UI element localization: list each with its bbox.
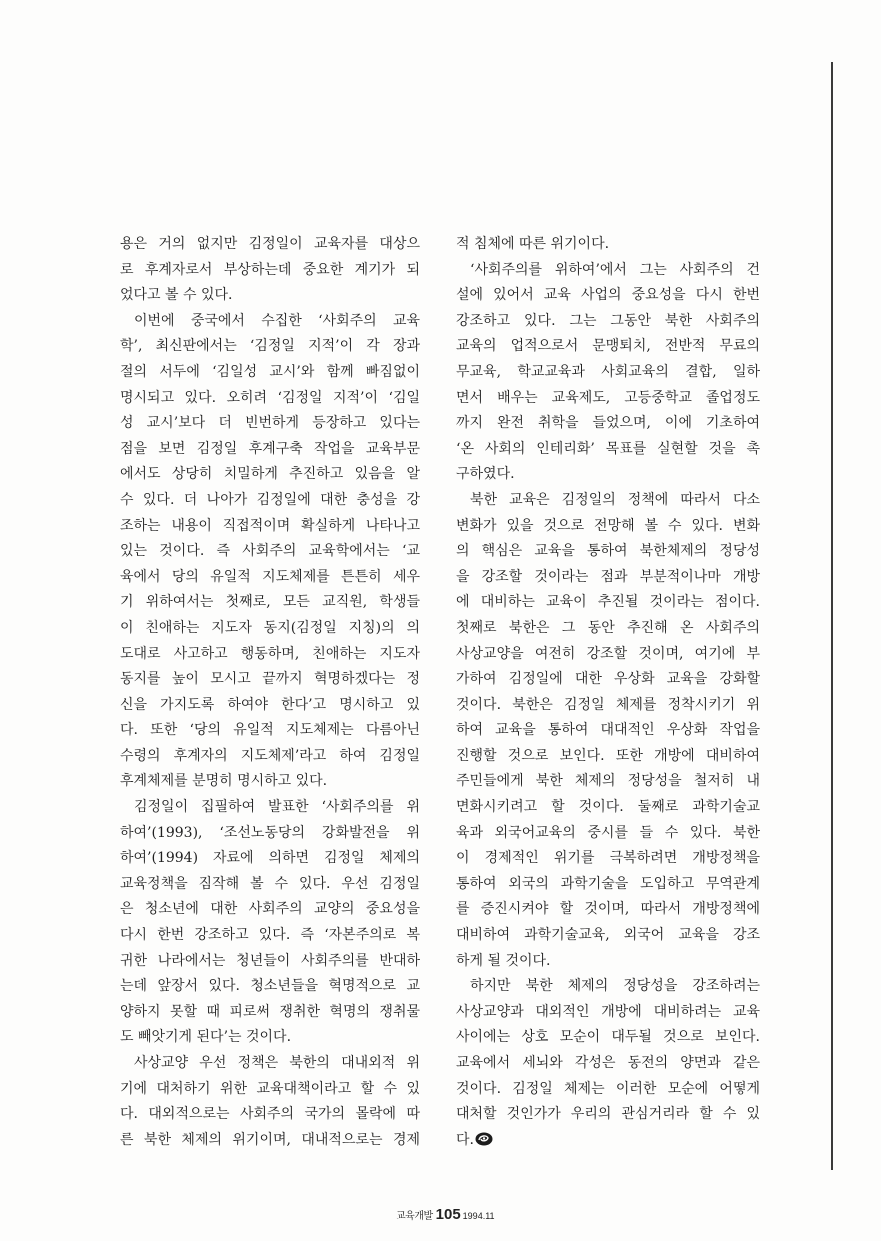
- line-text: 에서도 상당히 치밀하게 추진하고 있음을 알: [120, 466, 420, 483]
- line-text: 교육의 업적으로서 문맹퇴치, 전반적 무료의: [456, 338, 760, 355]
- text-line: [456, 1051, 760, 1077]
- text-line: [456, 232, 760, 258]
- text-line: [456, 590, 760, 616]
- text-line: [120, 1128, 420, 1154]
- end-mark-icon: [475, 1132, 493, 1146]
- text-line: [120, 821, 420, 847]
- line-text: 구하였다.: [456, 466, 515, 483]
- paragraph: [120, 309, 420, 795]
- line-text: 하게 될 것이다.: [456, 952, 551, 969]
- text-line: [120, 616, 420, 642]
- line-text: 신을 가지도록 하여야 한다’고 명시하고 있: [120, 696, 420, 713]
- text-line: [120, 718, 420, 744]
- text-line: [456, 1128, 760, 1154]
- text-line: [120, 974, 420, 1000]
- line-text: 의 핵심은 교육을 통하여 북한체제의 정당성: [456, 543, 760, 560]
- text-line: [120, 744, 420, 770]
- line-text: 조하는 내용이 직접적이며 확실하게 나타나고: [120, 517, 420, 534]
- text-line: [456, 360, 760, 386]
- text-line: [456, 411, 760, 437]
- text-line: [120, 334, 420, 360]
- text-line: [120, 897, 420, 923]
- line-text: 하여’(1993), ‘조선노동당의 강화발전을 위: [120, 824, 420, 841]
- line-text: 가하여 김정일에 대한 우상화 교육을 강화할: [456, 671, 760, 688]
- line-text: 주민들에게 북한 체제의 정당성을 철저히 내: [456, 773, 760, 790]
- line-text: 것이다. 김정일 체제는 이러한 모순에 어떻게: [456, 1080, 760, 1097]
- text-line: [456, 539, 760, 565]
- text-line: [120, 1102, 420, 1128]
- line-text: 이 친애하는 지도자 동지(김정일 지칭)의 의: [120, 619, 420, 636]
- text-line: [456, 616, 760, 642]
- line-text: 육에서 당의 유일적 지도체제를 튼튼히 세우: [120, 568, 420, 585]
- line-text: 진행할 것으로 보인다. 또한 개방에 대비하여: [456, 747, 760, 764]
- text-line: [120, 462, 420, 488]
- text-line: [120, 1025, 420, 1051]
- line-text: 대처할 것인가가 우리의 관심거리라 할 수 있: [456, 1106, 760, 1123]
- text-line: [456, 309, 760, 335]
- line-text: 양하지 못할 때 피로써 쟁취한 혁명의 쟁취물: [120, 1003, 420, 1020]
- text-line: [120, 565, 420, 591]
- line-text: 동지를 높이 모시고 끝까지 혁명하겠다는 정: [120, 671, 420, 688]
- text-line: [456, 437, 760, 463]
- paragraph: [120, 1051, 420, 1153]
- line-text: 귀한 나라에서는 청년들이 사회주의를 반대하: [120, 952, 420, 969]
- text-line: [456, 923, 760, 949]
- text-line: [456, 514, 760, 540]
- line-text: 하지만 북한 체제의 정당성을 강조하려는: [470, 978, 760, 995]
- paragraph: [456, 488, 760, 974]
- left-column: [120, 232, 420, 1153]
- line-text: 다. 대외적으로는 사회주의 국가의 몰락에 따: [120, 1106, 420, 1123]
- line-text: ‘사회주의를 위하여’에서 그는 사회주의 건: [470, 261, 760, 278]
- text-line: [120, 795, 420, 821]
- line-text: 성 교시’보다 더 빈번하게 등장하고 있다는: [120, 415, 420, 432]
- line-text: 강조하고 있다. 그는 그동안 북한 사회주의: [456, 312, 760, 329]
- line-text: 첫째로 북한은 그 동안 추진해 온 사회주의: [456, 619, 760, 636]
- line-text: 다.: [456, 1131, 474, 1148]
- line-text: 교육에서 세뇌와 각성은 동전의 양면과 같은: [456, 1055, 760, 1071]
- line-text: 이 경제적인 위기를 극복하려면 개방정책을: [456, 850, 760, 867]
- text-line: [120, 872, 420, 898]
- line-text: 사상교양 우선 정책은 북한의 대내외적 위: [134, 1055, 420, 1071]
- text-line: [120, 386, 420, 412]
- text-line: [456, 821, 760, 847]
- line-text: 다시 한번 강조하고 있다. 즉 ‘자본주의로 복: [120, 927, 420, 944]
- line-text: 사상교양을 여전히 강조할 것이며, 여기에 부: [456, 645, 760, 662]
- paragraph: [456, 232, 760, 258]
- text-line: [456, 642, 760, 668]
- line-text: 육과 외국어교육의 중시를 들 수 있다. 북한: [456, 824, 760, 841]
- margin-rule: [831, 62, 833, 1170]
- text-line: [456, 872, 760, 898]
- text-line: [120, 539, 420, 565]
- line-text: 을 강조할 것이라는 점과 부분적이나마 개방: [456, 568, 760, 585]
- text-line: [120, 488, 420, 514]
- line-text: 었다고 볼 수 있다.: [120, 287, 233, 304]
- line-text: 에 대비하는 교육이 추진될 것이라는 점이다.: [456, 594, 760, 611]
- line-text: 김정일이 집필하여 발표한 ‘사회주의를 위: [134, 799, 420, 816]
- text-line: [456, 897, 760, 923]
- line-text: 수령의 후계자의 지도체제’라고 하여 김정일: [120, 747, 420, 764]
- text-line: [120, 846, 420, 872]
- text-line: [120, 258, 420, 284]
- line-text: 로 후계자로서 부상하는데 중요한 계기가 되: [120, 261, 420, 278]
- text-line: [456, 258, 760, 284]
- text-line: [456, 1102, 760, 1128]
- line-text: 용은 거의 없지만 김정일이 교육자를 대상으: [120, 236, 420, 252]
- line-text: 면서 배우는 교육제도, 고등중학교 졸업정도: [456, 389, 760, 406]
- line-text: 점을 보면 김정일 후계구축 작업을 교육부문: [120, 440, 420, 457]
- text-line: [120, 769, 420, 795]
- line-text: 교육정책을 짐작해 볼 수 있다. 우선 김정일: [120, 875, 420, 892]
- line-text: 후계체제를 분명히 명시하고 있다.: [120, 773, 328, 790]
- line-text: 기에 대처하기 위한 교육대책이라고 할 수 있: [120, 1080, 420, 1097]
- line-text: 사상교양과 대외적인 개방에 대비하려는 교육: [456, 1003, 760, 1020]
- line-text: 하여 교육을 통하여 대대적인 우상화 작업을: [456, 722, 760, 739]
- line-text: 도대로 사고하고 행동하며, 친애하는 지도자: [120, 645, 420, 662]
- text-line: [120, 283, 420, 309]
- text-line: [120, 437, 420, 463]
- line-text: 다. 또한 ‘당의 유일적 지도체제는 다름아닌: [120, 722, 420, 739]
- line-text: 무교육, 학교교육과 사회교육의 결합, 일하: [456, 363, 760, 380]
- magazine-name: 교육개발: [396, 1211, 433, 1222]
- paragraph: [456, 974, 760, 1153]
- line-text: 하여’(1994) 자료에 의하면 김정일 체제의: [120, 850, 420, 867]
- line-text: ‘온 사회의 인테리화’ 목표를 실현할 것을 촉: [456, 440, 760, 457]
- text-line: [456, 693, 760, 719]
- text-line: [120, 590, 420, 616]
- text-line: [456, 386, 760, 412]
- text-line: [120, 232, 420, 258]
- text-line: [120, 693, 420, 719]
- text-line: [456, 846, 760, 872]
- text-line: [120, 411, 420, 437]
- text-line: [456, 565, 760, 591]
- line-text: 도 빼앗기게 된다’는 것이다.: [120, 1029, 292, 1046]
- line-text: 것이다. 북한은 김정일 체제를 정착시키기 위: [456, 696, 760, 713]
- text-line: [456, 769, 760, 795]
- line-text: 를 증진시켜야 할 것이며, 따라서 개방정책에: [456, 901, 760, 918]
- line-text: 절의 서두에 ‘김일성 교시’와 함께 빠짐없이: [120, 363, 420, 380]
- text-line: [456, 795, 760, 821]
- text-line: [120, 360, 420, 386]
- line-text: 이번에 중국에서 수집한 ‘사회주의 교육: [134, 312, 420, 329]
- text-line: [456, 1000, 760, 1026]
- line-text: 은 청소년에 대한 사회주의 교양의 중요성을: [120, 901, 420, 918]
- text-line: [456, 462, 760, 488]
- text-line: [456, 744, 760, 770]
- paragraph: [456, 258, 760, 488]
- text-line: [120, 514, 420, 540]
- line-text: 까지 완전 취학을 들었으며, 이에 기초하여: [456, 415, 760, 432]
- text-line: [120, 949, 420, 975]
- paragraph: [120, 232, 420, 309]
- text-line: [120, 309, 420, 335]
- text-line: [456, 949, 760, 975]
- line-text: 적 침체에 따른 위기이다.: [456, 236, 610, 252]
- page-number: 105: [435, 1206, 461, 1223]
- text-line: [456, 283, 760, 309]
- line-text: 사이에는 상호 모순이 대두될 것으로 보인다.: [456, 1029, 760, 1046]
- line-text: 수 있다. 더 나아가 김정일에 대한 충성을 강: [120, 491, 420, 508]
- line-text: 면화시키려고 할 것이다. 둘째로 과학기술교: [456, 799, 760, 816]
- line-text: 른 북한 체제의 위기이며, 대내적으로는 경제: [120, 1131, 420, 1148]
- text-line: [456, 974, 760, 1000]
- text-line: [120, 667, 420, 693]
- line-text: 설에 있어서 교육 사업의 중요성을 다시 한번: [456, 287, 760, 304]
- line-text: 는데 앞장서 있다. 청소년들을 혁명적으로 교: [120, 978, 420, 995]
- text-line: [456, 667, 760, 693]
- text-line: [120, 642, 420, 668]
- text-line: [456, 718, 760, 744]
- line-text: 기 위하여서는 첫째로, 모든 교직원, 학생들: [120, 594, 420, 611]
- text-line: [456, 488, 760, 514]
- text-line: [120, 923, 420, 949]
- text-line: [456, 334, 760, 360]
- paragraph: [120, 795, 420, 1051]
- line-text: 있는 것이다. 즉 사회주의 교육학에서는 ‘교: [120, 543, 420, 560]
- line-text: 변화가 있을 것으로 전망해 볼 수 있다. 변화: [456, 517, 760, 534]
- text-line: [120, 1000, 420, 1026]
- right-column: [456, 232, 760, 1153]
- text-line: [120, 1077, 420, 1103]
- text-line: [456, 1077, 760, 1103]
- footer: [396, 1204, 495, 1224]
- text-line: [456, 1025, 760, 1051]
- line-text: 대비하여 과학기술교육, 외국어 교육을 강조: [456, 927, 760, 944]
- line-text: 북한 교육은 김정일의 정책에 따라서 다소: [470, 491, 760, 508]
- line-text: 명시되고 있다. 오히려 ‘김정일 지적’이 ‘김일: [120, 389, 420, 406]
- text-line: [120, 1051, 420, 1077]
- line-text: 학’, 최신판에서는 ‘김정일 지적’이 각 장과: [120, 338, 420, 355]
- line-text: 통하여 외국의 과학기술을 도입하고 무역관계: [456, 875, 760, 892]
- issue-date: 1994.11: [462, 1211, 495, 1221]
